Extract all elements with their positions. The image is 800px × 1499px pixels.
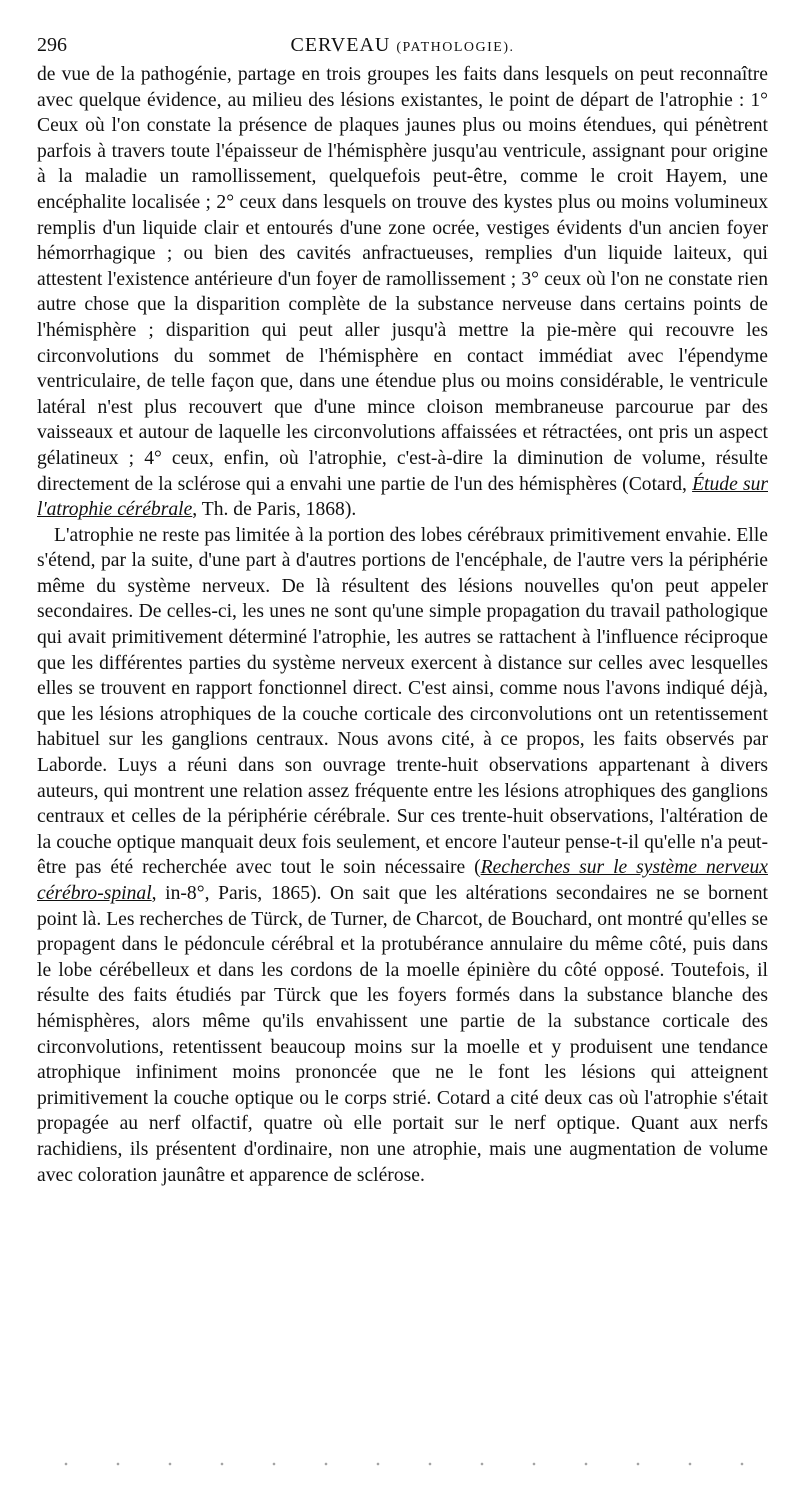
- paragraph-atrophy-groups: [37, 62, 768, 523]
- paragraph-1-text-a: de vue de la pathogénie, partage en trois groupes les faits dans lesquels on peut reconnaître avec quelque évidence, au milieu des lésions existantes, le point de départ de l'atrophie : 1° Ceux où l'on constate la présence de plaques jaunes plus ou moins étendues, qui pénètrent parfois à travers toute l'épaisseur de l'hémisphère jusqu'au ventricule, assignant pour origine à la maladie un ramollissement, quelquefois peut-être, comme le croit Hayem, une encéphalite localisée ; 2° ceux dans lesquels on trouve des kystes plus ou moins volumineux remplis d'un liquide clair et entourés d'une zone ocrée, vestiges évidents d'un ancien foyer hémorrhagique ; ou bien des cavités anfractueuses, remplies d'un liquide laiteux, qui attestent l'existence antérieure d'un foyer de ramollissement ; 3° ceux où l'on ne constate rien autre chose que la disparition complète de la substance nerveuse dans certains points de l'hémisphère ; disparition qui peut aller jusqu'à mettre la pie-mère qui recouvre les circonvolutions du sommet de l'hémisphère en contact immédiat avec l'épendyme ventriculaire, de telle façon que, dans une étendue plus ou moins considérable, le ventricule latéral n'est plus recouvert que d'une mince cloison membraneuse parcourue par des vaisseaux et autour de laquelle les circonvolutions affaissées et rétractées, ont pris un aspect gélatineux ; 4° ceux, enfin, où l'atrophie, c'est-à-dire la diminution de volume, résulte directement de la sclérose qui a envahi une partie de l'un des hémisphères (Cotard,: [37, 64, 768, 495]
- page-bottom-marks: [40, 1462, 760, 1466]
- running-head: [37, 30, 768, 60]
- running-title-main: CERVEAU: [290, 34, 391, 56]
- page-number: 296: [37, 34, 67, 56]
- paragraph-1-text-b: , Th. de Paris, 1868).: [192, 499, 357, 521]
- running-title-sub: (PATHOLOGIE).: [396, 40, 515, 55]
- paragraph-secondary-lesions: [37, 523, 768, 1188]
- paragraph-2-text-b: , in-8°, Paris, 1865). On sait que les altérations secondaires ne se bornent point là. Les recherches de Türck, de Turner, de Charcot, de Bouchard, ont montré qu'elles se propagent dans le pédoncule cérébral et la protubérance annulaire du même côté, puis dans le lobe cérébelleux et dans les cordons de la moelle épinière du côté opposé. Toutefois, il résulte des faits étudiés par Türck que les foyers formés dans la substance blanche des hémisphères, alors même qu'ils envahissent une partie de la substance corticale des circonvolutions, retentissent beaucoup moins sur la moelle et y produisent une tendance atrophique infiniment moins prononcée que ne le font les lésions qui atteignent primitivement la couche optique ou le corps strié. Cotard a cité deux cas où l'atrophie s'était propagée au nerf olfactif, quatre où elle portait sur le nerf optique. Quant aux nerfs rachidiens, ils présentent d'ordinaire, non une atrophie, mais une augmentation de volume avec coloration jaunâtre et apparence de sclérose.: [37, 883, 768, 1186]
- body-text: [37, 62, 768, 1188]
- paragraph-2-citation: Recherches sur le système nerveux cérébro-spinal: [37, 857, 769, 904]
- running-title: [37, 30, 768, 63]
- paragraph-2-text-a: L'atrophie ne reste pas limitée à la portion des lobes cérébraux primitivement envahie. Elle s'étend, par la suite, d'une part à d'autres portions de l'encéphale, de l'autre vers la périphérie même du système nerveux. De là résultent des lésions nouvelles qu'on peut appeler secondaires. De celles-ci, les unes ne sont qu'une simple propagation du travail pathologique qui avait primitivement déterminé l'atrophie, les autres se rattachent à l'influence réciproque que les différentes parties du système nerveux exercent à distance sur celles avec lesquelles elles se trouvent en rapport fonctionnel direct. C'est ainsi, comme nous l'avons indiqué déjà, que les lésions atrophiques de la couche corticale des circonvolutions ont un retentissement habituel sur les ganglions centraux. Nous avons cité, à ce propos, les faits observés par Laborde. Luys a réuni dans son ouvrage trente-huit observations appartenant à divers auteurs, qui montrent une relation assez fréquente entre les lésions atrophiques des ganglions centraux et celles de la périphérie cérébrale. Sur ces trente-huit observations, l'altération de la couche optique manquait deux fois seulement, et encore l'auteur pense-t-il qu'elle n'a peut-être pas été recherchée avec tout le soin nécessaire (: [37, 524, 768, 879]
- paragraph-1-citation: Étude sur l'atrophie cérébrale: [37, 473, 768, 521]
- book-page: [37, 30, 768, 1188]
